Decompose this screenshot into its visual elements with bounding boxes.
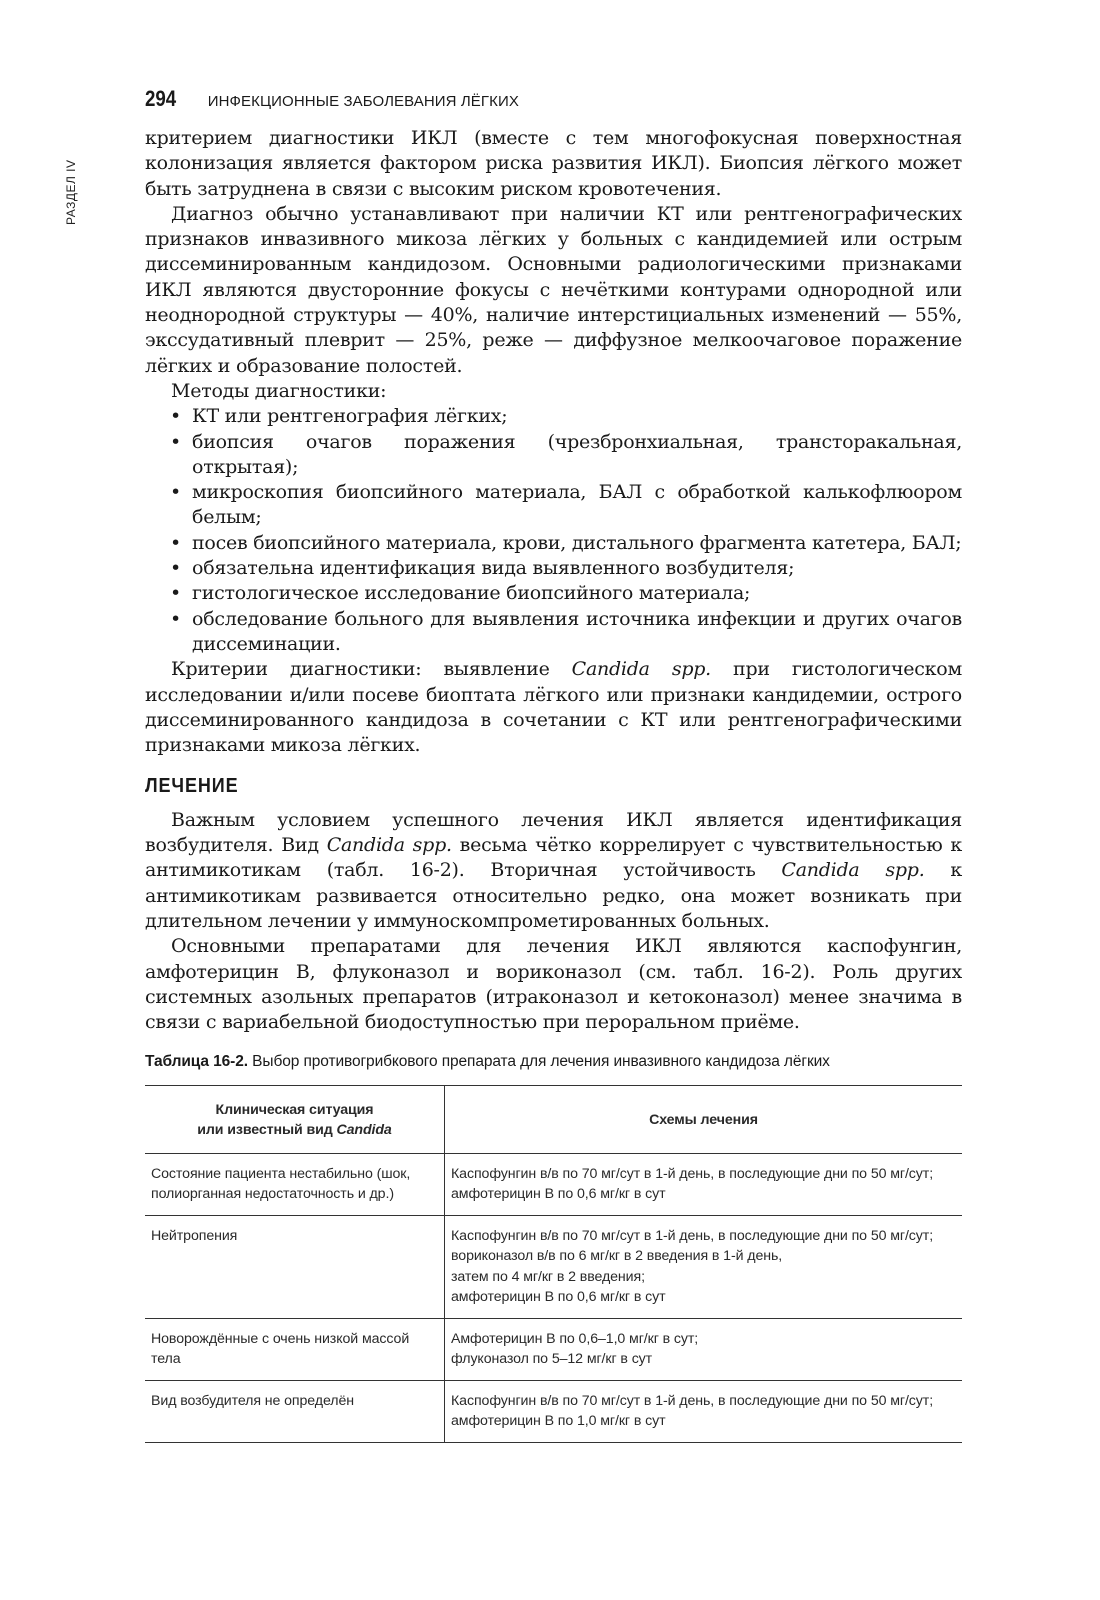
regimen-line: флуконазол по 5–12 мг/кг в сут bbox=[451, 1351, 653, 1368]
treatment-text: Важным условием успешного лечения ИКЛ является идентификация возбудителя. Вид bbox=[145, 808, 962, 857]
paragraph-criteria bbox=[145, 657, 962, 758]
regimen-line: Амфотерицин В по 0,6–1,0 мг/кг в сут; bbox=[451, 1330, 699, 1347]
regimen-line: амфотерицин В по 0,6 мг/кг в сут bbox=[451, 1186, 666, 1203]
list-item: • микроскопия биопсийного материала, БАЛ с обработкой калькофлюором белым; bbox=[192, 480, 962, 531]
cell-situation: Нейтропения bbox=[145, 1215, 445, 1318]
table-caption-text: Выбор противогрибкового препарата для лечения инвазивного кандидоза лёгких bbox=[247, 1053, 830, 1071]
list-item: • обязательна идентификация вида выявленного возбудителя; bbox=[192, 556, 962, 581]
methods-list bbox=[145, 404, 962, 657]
criteria-text: Критерии диагностики: выявление bbox=[171, 658, 572, 681]
table-row bbox=[145, 1215, 962, 1318]
species-name: Candida spp. bbox=[571, 658, 711, 681]
regimen-line: амфотерицин В по 0,6 мг/кг в сут bbox=[451, 1289, 666, 1306]
header-col1-line1: Клиническая ситуация bbox=[215, 1101, 374, 1118]
treatment-table bbox=[145, 1085, 962, 1443]
cell-regimens bbox=[445, 1380, 963, 1442]
regimen-line: Каспофунгин в/в по 70 мг/сут в 1-й день, в последующие дни по 50 мг/сут; bbox=[451, 1165, 934, 1182]
section-side-label: РАЗДЕЛ IV bbox=[64, 159, 78, 225]
cell-situation: Новорождённые с очень низкой массой тела bbox=[145, 1318, 445, 1380]
header-col1-species: Candida bbox=[336, 1122, 392, 1139]
cell-regimens bbox=[445, 1318, 963, 1380]
species-name: Candida spp. bbox=[781, 859, 925, 882]
cell-regimens bbox=[445, 1215, 963, 1318]
cell-situation: Вид возбудителя не определён bbox=[145, 1380, 445, 1442]
chapter-title: ИНФЕКЦИОННЫЕ ЗАБОЛЕВАНИЯ ЛЁГКИХ bbox=[207, 93, 519, 110]
treatment-text: к антимикотикам развивается относительно редко, она может возникать при длительном лечении у иммуноскомпрометированных больных. bbox=[145, 859, 962, 932]
header-treatment-regimens: Схемы лечения bbox=[445, 1085, 963, 1153]
list-item: • КТ или рентгенография лёгких; bbox=[192, 404, 962, 429]
paragraph-continued: критерием диагностики ИКЛ (вместе с тем многофокусная поверхностная колонизация является фактором риска развития ИКЛ). Биопсия лёгкого может быть затруднена в связи с высоким риском кровотечения. bbox=[145, 127, 962, 200]
cell-situation: Состояние пациента нестабильно (шок, полиорганная недостаточность и др.) bbox=[145, 1153, 445, 1215]
header-clinical-situation bbox=[145, 1085, 445, 1153]
table-row bbox=[145, 1380, 962, 1442]
regimen-line: вориконазол в/в по 6 мг/кг в 2 введения в 1-й день, bbox=[451, 1248, 783, 1265]
paragraph-treatment-2: Основными препаратами для лечения ИКЛ являются каспофунгин, амфотерицин В, флуконазол и вориконазол (см. табл. 16-2). Роль других системных азольных препаратов (итраконазол и кетоконазол) менее значима в связи с вариабельной биодоступностью при пероральном приёме. bbox=[145, 935, 962, 1034]
page-body bbox=[145, 126, 962, 1443]
running-header bbox=[145, 86, 519, 112]
list-item: • посев биопсийного материала, крови, дистального фрагмента катетера, БАЛ; bbox=[192, 531, 962, 556]
regimen-line: амфотерицин В по 1,0 мг/кг в сут bbox=[451, 1413, 666, 1430]
table-caption bbox=[145, 1049, 962, 1074]
header-col1-line2-prefix: или известный вид bbox=[197, 1122, 337, 1139]
paragraph-treatment-1 bbox=[145, 808, 962, 934]
methods-title: Методы диагностики: bbox=[171, 379, 387, 402]
table-row bbox=[145, 1153, 962, 1215]
regimen-line: Каспофунгин в/в по 70 мг/сут в 1-й день, в последующие дни по 50 мг/сут; bbox=[451, 1227, 934, 1244]
list-item: • обследование больного для выявления источника инфекции и других очагов диссеминации. bbox=[192, 607, 962, 658]
table-caption-label: Таблица 16-2. bbox=[145, 1053, 248, 1071]
regimen-line: Каспофунгин в/в по 70 мг/сут в 1-й день, в последующие дни по 50 мг/сут; bbox=[451, 1392, 934, 1409]
table-row bbox=[145, 1318, 962, 1380]
treatment-text: весьма чётко коррелирует с чувствительностью к антимикотикам (табл. 16-2). Вторичная устойчивость bbox=[145, 834, 962, 882]
regimen-line: затем по 4 мг/кг в 2 введения; bbox=[451, 1268, 645, 1285]
page-number: 294 bbox=[145, 86, 177, 111]
table-header-row bbox=[145, 1085, 962, 1153]
section-heading: ЛЕЧЕНИЕ bbox=[145, 775, 239, 798]
criteria-text: при гистологическом исследовании и/или посеве биоптата лёгкого или признаки кандидемии, острого диссеминированного кандидоза в сочетании с КТ или рентгенографическими признаками микоза лёгких. bbox=[145, 658, 962, 757]
cell-regimens bbox=[445, 1153, 963, 1215]
list-item: • биопсия очагов поражения (чрезбронхиальная, трансторакальная, открытая); bbox=[192, 430, 962, 481]
paragraph-diagnosis: Диагноз обычно устанавливают при наличии КТ или рентгенографических признаков инвазивного микоза лёгких у больных с кандидемией или острым диссеминированным кандидозом. Основными радиологическими признаками ИКЛ являются двусторонние фокусы с нечёткими контурами однородной или неоднородной структуры — 40%, наличие интерстициальных изменений — 55%, экссудативный плеврит — 25%, реже — диффузное мелкоочаговое поражение лёгких и образование полостей. bbox=[145, 202, 962, 377]
list-item: • гистологическое исследование биопсийного материала; bbox=[192, 581, 962, 606]
species-name: Candida spp. bbox=[326, 834, 452, 857]
